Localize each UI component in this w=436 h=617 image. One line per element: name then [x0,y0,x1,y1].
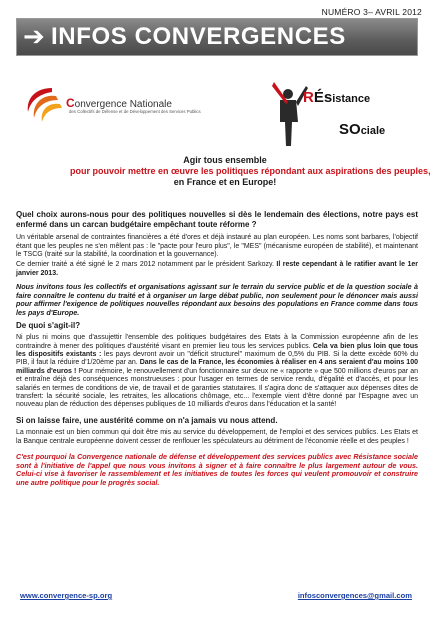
paragraph-treaty: Ce dernier traité a été signé le 2 mars 2012 notamment par le président Sarkozy. Il reste cependant à le ratifier avant le 1er janvier 2013. [16,261,418,277]
website-link[interactable]: www.convergence-sp.org [20,591,113,600]
paragraph-call: C'est pourquoi la Convergence nationale de défense et développement des services publics avec Résistance sociale sont à l'initiative de l'appel que nous vous invitons à signer et à faire connaître le plus largement autour de vous. Celui-ci vise à favoriser le rassemblement et les initiatives de toutes les forces qui veulent promouvoir et construire une autre politique pour le progrès social. [16,452,418,488]
convergence-name: Convergence Nationale [66,96,172,110]
convergence-logo [22,82,242,126]
convergence-subtitle: des Collectifs de Défense et de Développement des Services Publics [69,109,201,114]
email-link[interactable]: infosconvergences@gmail.com [297,591,412,600]
issue-number: NUMÉRO 3– AVRIL 2012 [321,7,422,17]
paragraph-invitation: Nous invitons tous les collectifs et organisations agissant sur le terrain du service public et de la question sociale à faire connaître le contenu du traité et à organiser un large débat public, non seulement pour le dénoncer mais aussi pour affirmer l'exigence de politiques nouvelles répondant aux besoins des populations en France comme dans tous les pays d'Europe. [16,282,418,317]
resistance-word: RÉsistance [303,89,371,106]
title-banner [16,18,418,56]
convergence-swirl-icon [22,82,66,126]
article-body [16,210,418,488]
main-heading: Agir tous ensemble pour pouvoir mettre en œuvre les politiques répondant aux aspirations des peuples, en France et en Europe! [70,155,431,187]
austerity-warning: Si on laisse faire, une austérité comme on n'a jamais vu nous attend. [16,415,278,425]
question-what: De quoi s'agit-il? [16,320,81,330]
sociale-word: SOciale [339,121,386,138]
question-intro: Quel choix aurons-nous pour des politiques nouvelles si dès le lendemain des élections, notre pays est enfermé dans un carcan budgétaire empêchant toute réforme ? [16,210,418,229]
newsletter-title: INFOS CONVERGENCES [51,23,346,50]
paragraph-arsenal: Un véritable arsenal de contraintes financières a été d'ores et déjà instauré au plan européen. Les noms sont barbares, l'objectif étant que les peuples ne s'en mêlent pas : le "pacte pour l'euro plus", le "MES" (mécanisme européen de stabilité), et maintenant le TSCG (traité sur la stabilité, la coordination et la gouvernance). [16,234,418,258]
resistance-sociale-logo [272,82,412,150]
arrow-right-icon: ➔ [23,22,45,52]
paragraph-explanation: Ni plus ni moins que d'assujettir l'ensemble des politiques budgétaires des Etats à la Commission européenne afin de les contraindre à mener des politiques d'austérité visant en premier lieu tous les services publics. Cela va bien plus loin que tous les dispositifs existants : les pays devront avoir un "déficit structurel" maximum de 0,5% du PIB. Si la dette excède 60% du PIB, il faut la réduire d'1/20ème par an. Dans le cas de la France, les économies à réaliser en 4 ans seraient d'au moins 100 milliards d'euros ! Pour mémoire, le renouvellement d'un fonctionnaire sur deux ne « rapporte » que 500 millions d'euros par an et entraîne déjà des conséquences monstrueuses : pour l'usager en termes de service rendu, d'égalité et d'accès, et pour les salariés en termes de conditions de vie, de travail et de garanties statutaires. Il s'agira donc de s'attaquer aux dépenses dites de transfert: la sécurité sociale, les retraites, les allocations chômage, etc... l'exemple vient d'être donné par l'Espagne avec un nouveau plan de réduction des dépenses publiques de 10 milliards d'euros dans l'éducation et la santé! [16,334,419,409]
paragraph-currency: La monnaie est un bien commun qui doit être mis au service du développement, de l'emploi et des services publics. Les Etats et la Banque centrale européenne doivent cesser de renflouer les spéculateurs au détriment de l'économie réelle et des peuples ! [16,429,418,445]
